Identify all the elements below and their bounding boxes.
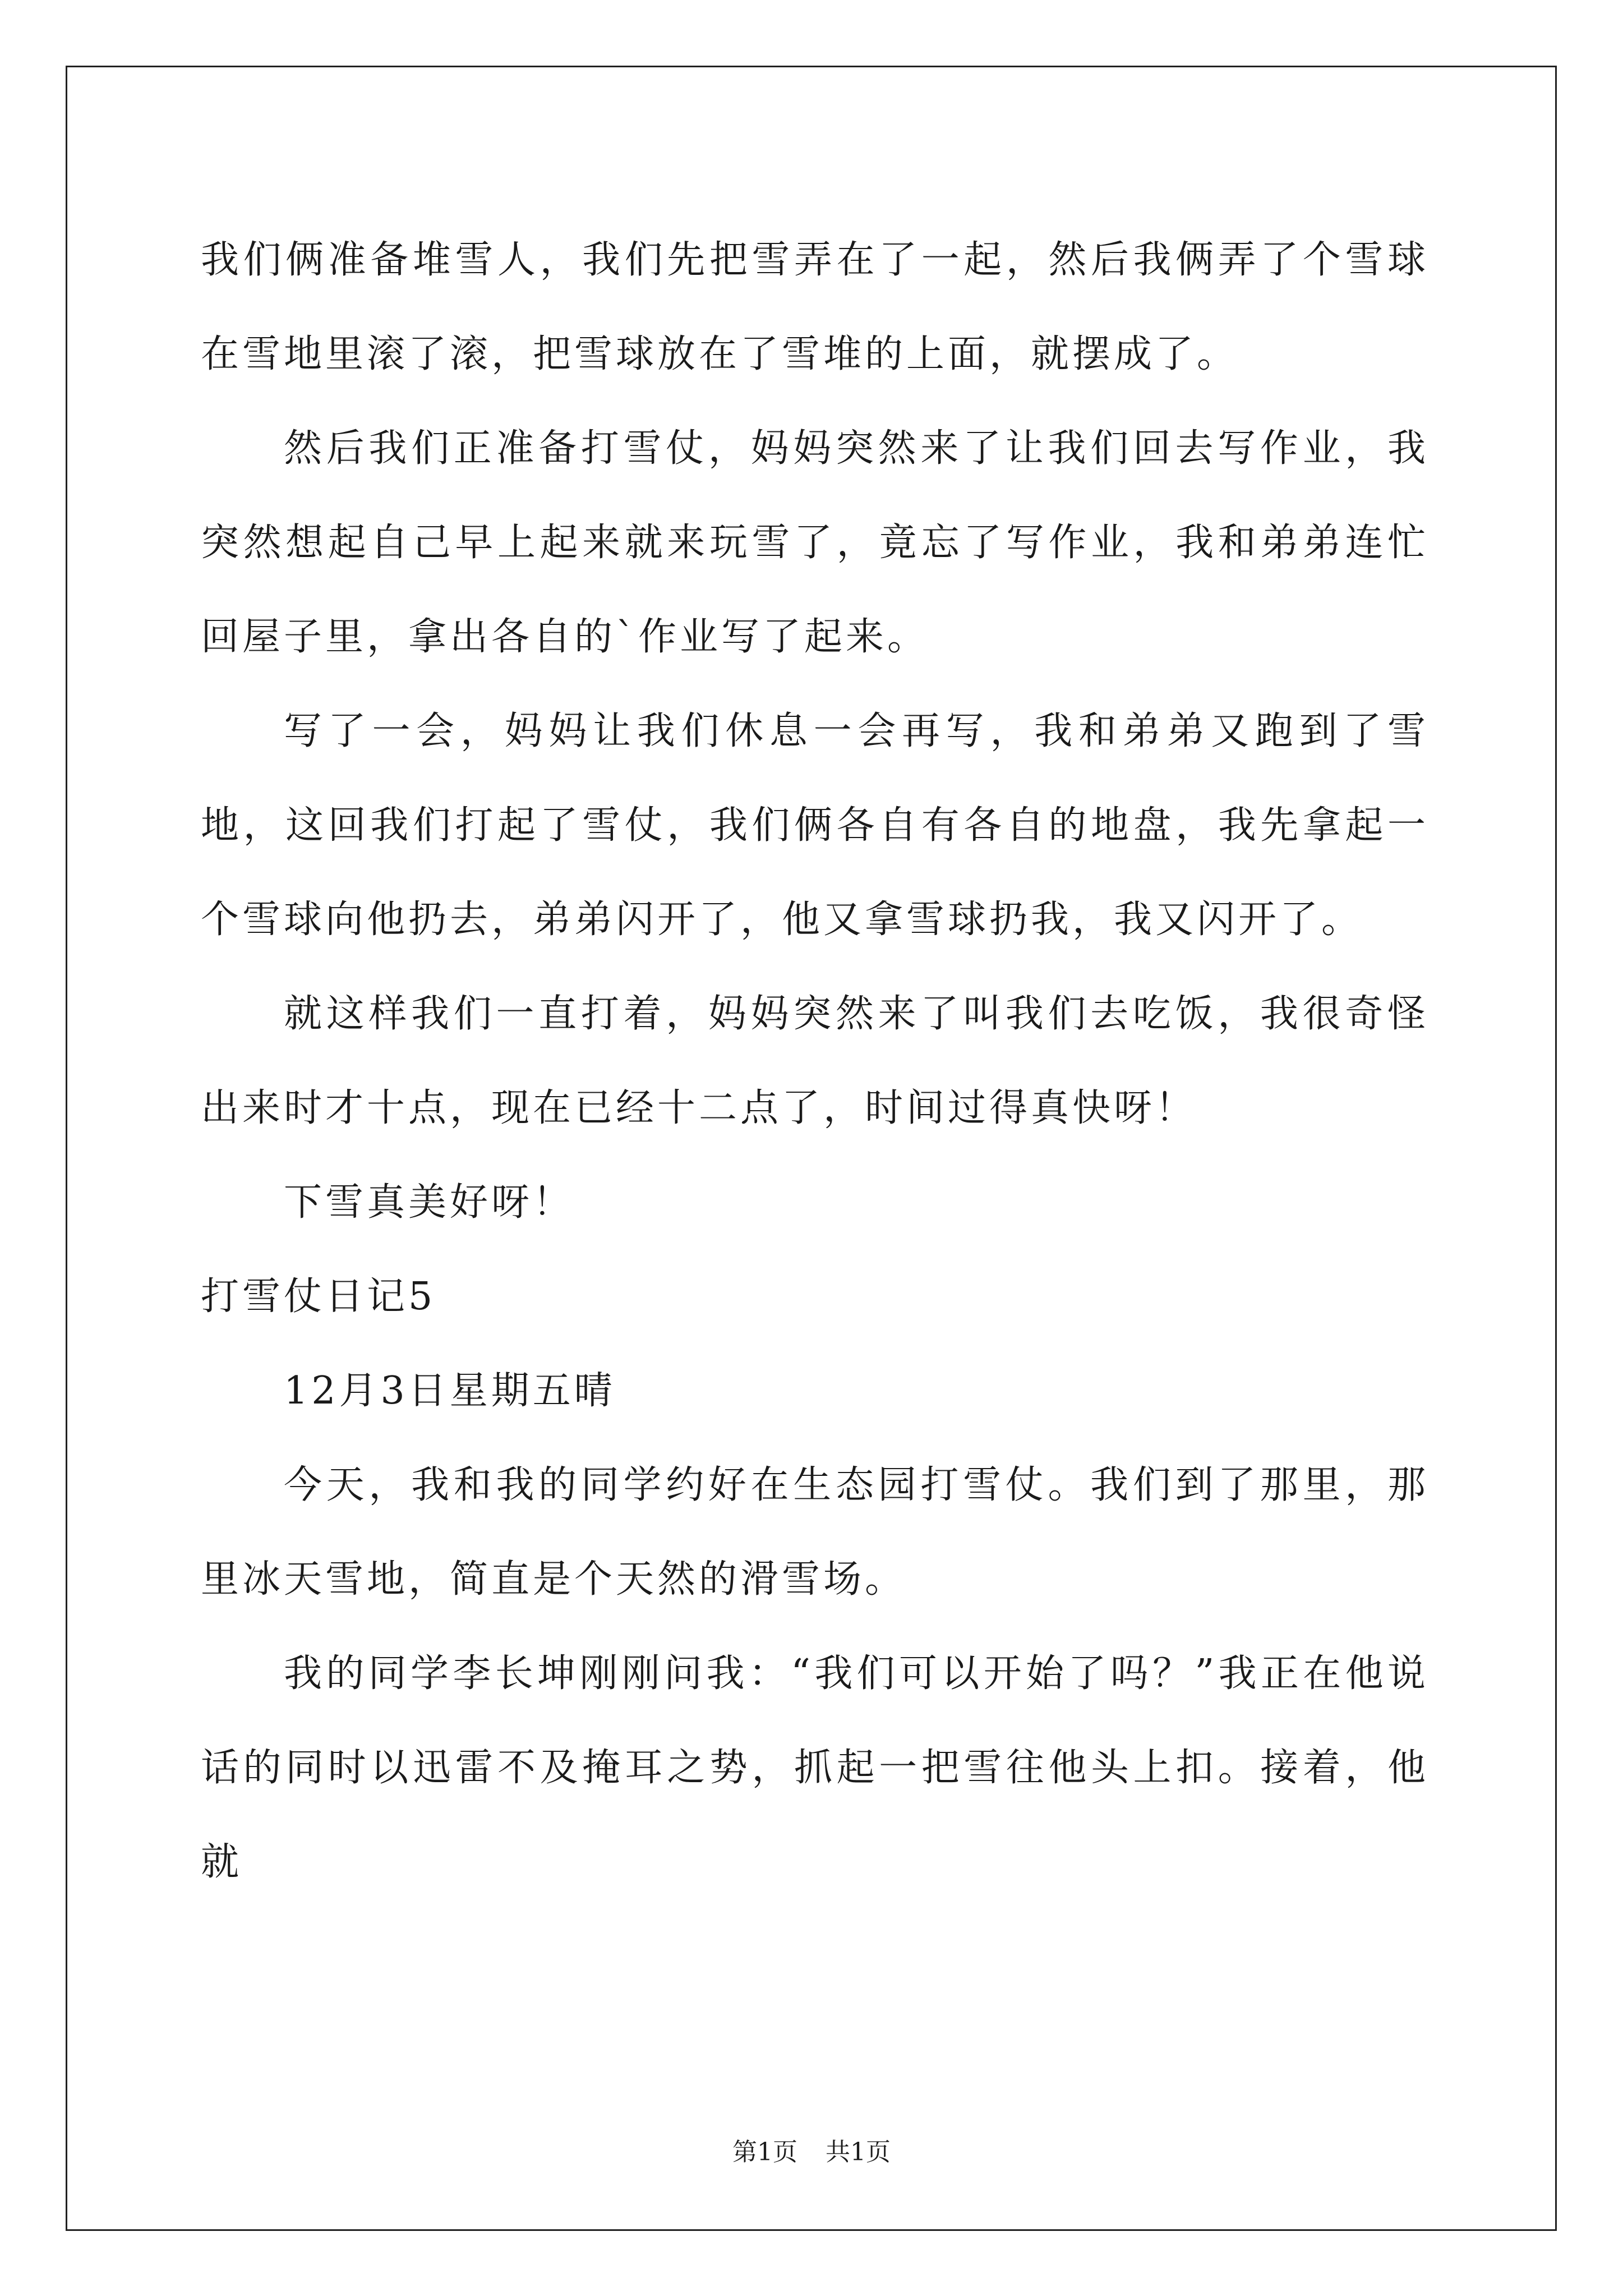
paragraph: 我们俩准备堆雪人，我们先把雪弄在了一起，然后我俩弄了个雪球在雪地里滚了滚，把雪球放在了雪堆的上面，就摆成了。 xyxy=(201,238,1429,376)
paragraph: 今天，我和我的同学约好在生态园打雪仗。我们到了那里，那里冰天雪地，简直是个天然的滑雪场。 xyxy=(201,1463,1429,1602)
page-footer xyxy=(0,2132,1623,2168)
paragraph: 然后我们正准备打雪仗，妈妈突然来了让我们回去写作业，我突然想起自己早上起来就来玩雪了，竟忘了写作业，我和弟弟连忙回屋子里，拿出各自的`作业写了起来。 xyxy=(201,426,1429,659)
document-body xyxy=(201,213,1429,1910)
paragraph: 就这样我们一直打着，妈妈突然来了叫我们去吃饭，我很奇怪出来时才十点，现在已经十二点了，时间过得真快呀！ xyxy=(201,992,1429,1130)
page-number-current: 第1页 xyxy=(732,2138,797,2166)
paragraph: 我的同学李长坤刚刚问我：“我们可以开始了吗？”我正在他说话的同时以迅雷不及掩耳之势，抓起一把雪往他头上扣。接着，他就 xyxy=(201,1651,1429,1884)
page-number-total: 共1页 xyxy=(826,2138,891,2166)
diary-date: 12月3日星期五晴 xyxy=(284,1369,616,1413)
paragraph: 写了一会，妈妈让我们休息一会再写，我和弟弟又跑到了雪地，这回我们打起了雪仗，我们俩各自有各自的地盘，我先拿起一个雪球向他扔去，弟弟闪开了，他又拿雪球扔我，我又闪开了。 xyxy=(201,709,1429,942)
paragraph: 下雪真美好呀！ xyxy=(284,1180,575,1225)
section-heading: 打雪仗日记5 xyxy=(201,1274,436,1319)
